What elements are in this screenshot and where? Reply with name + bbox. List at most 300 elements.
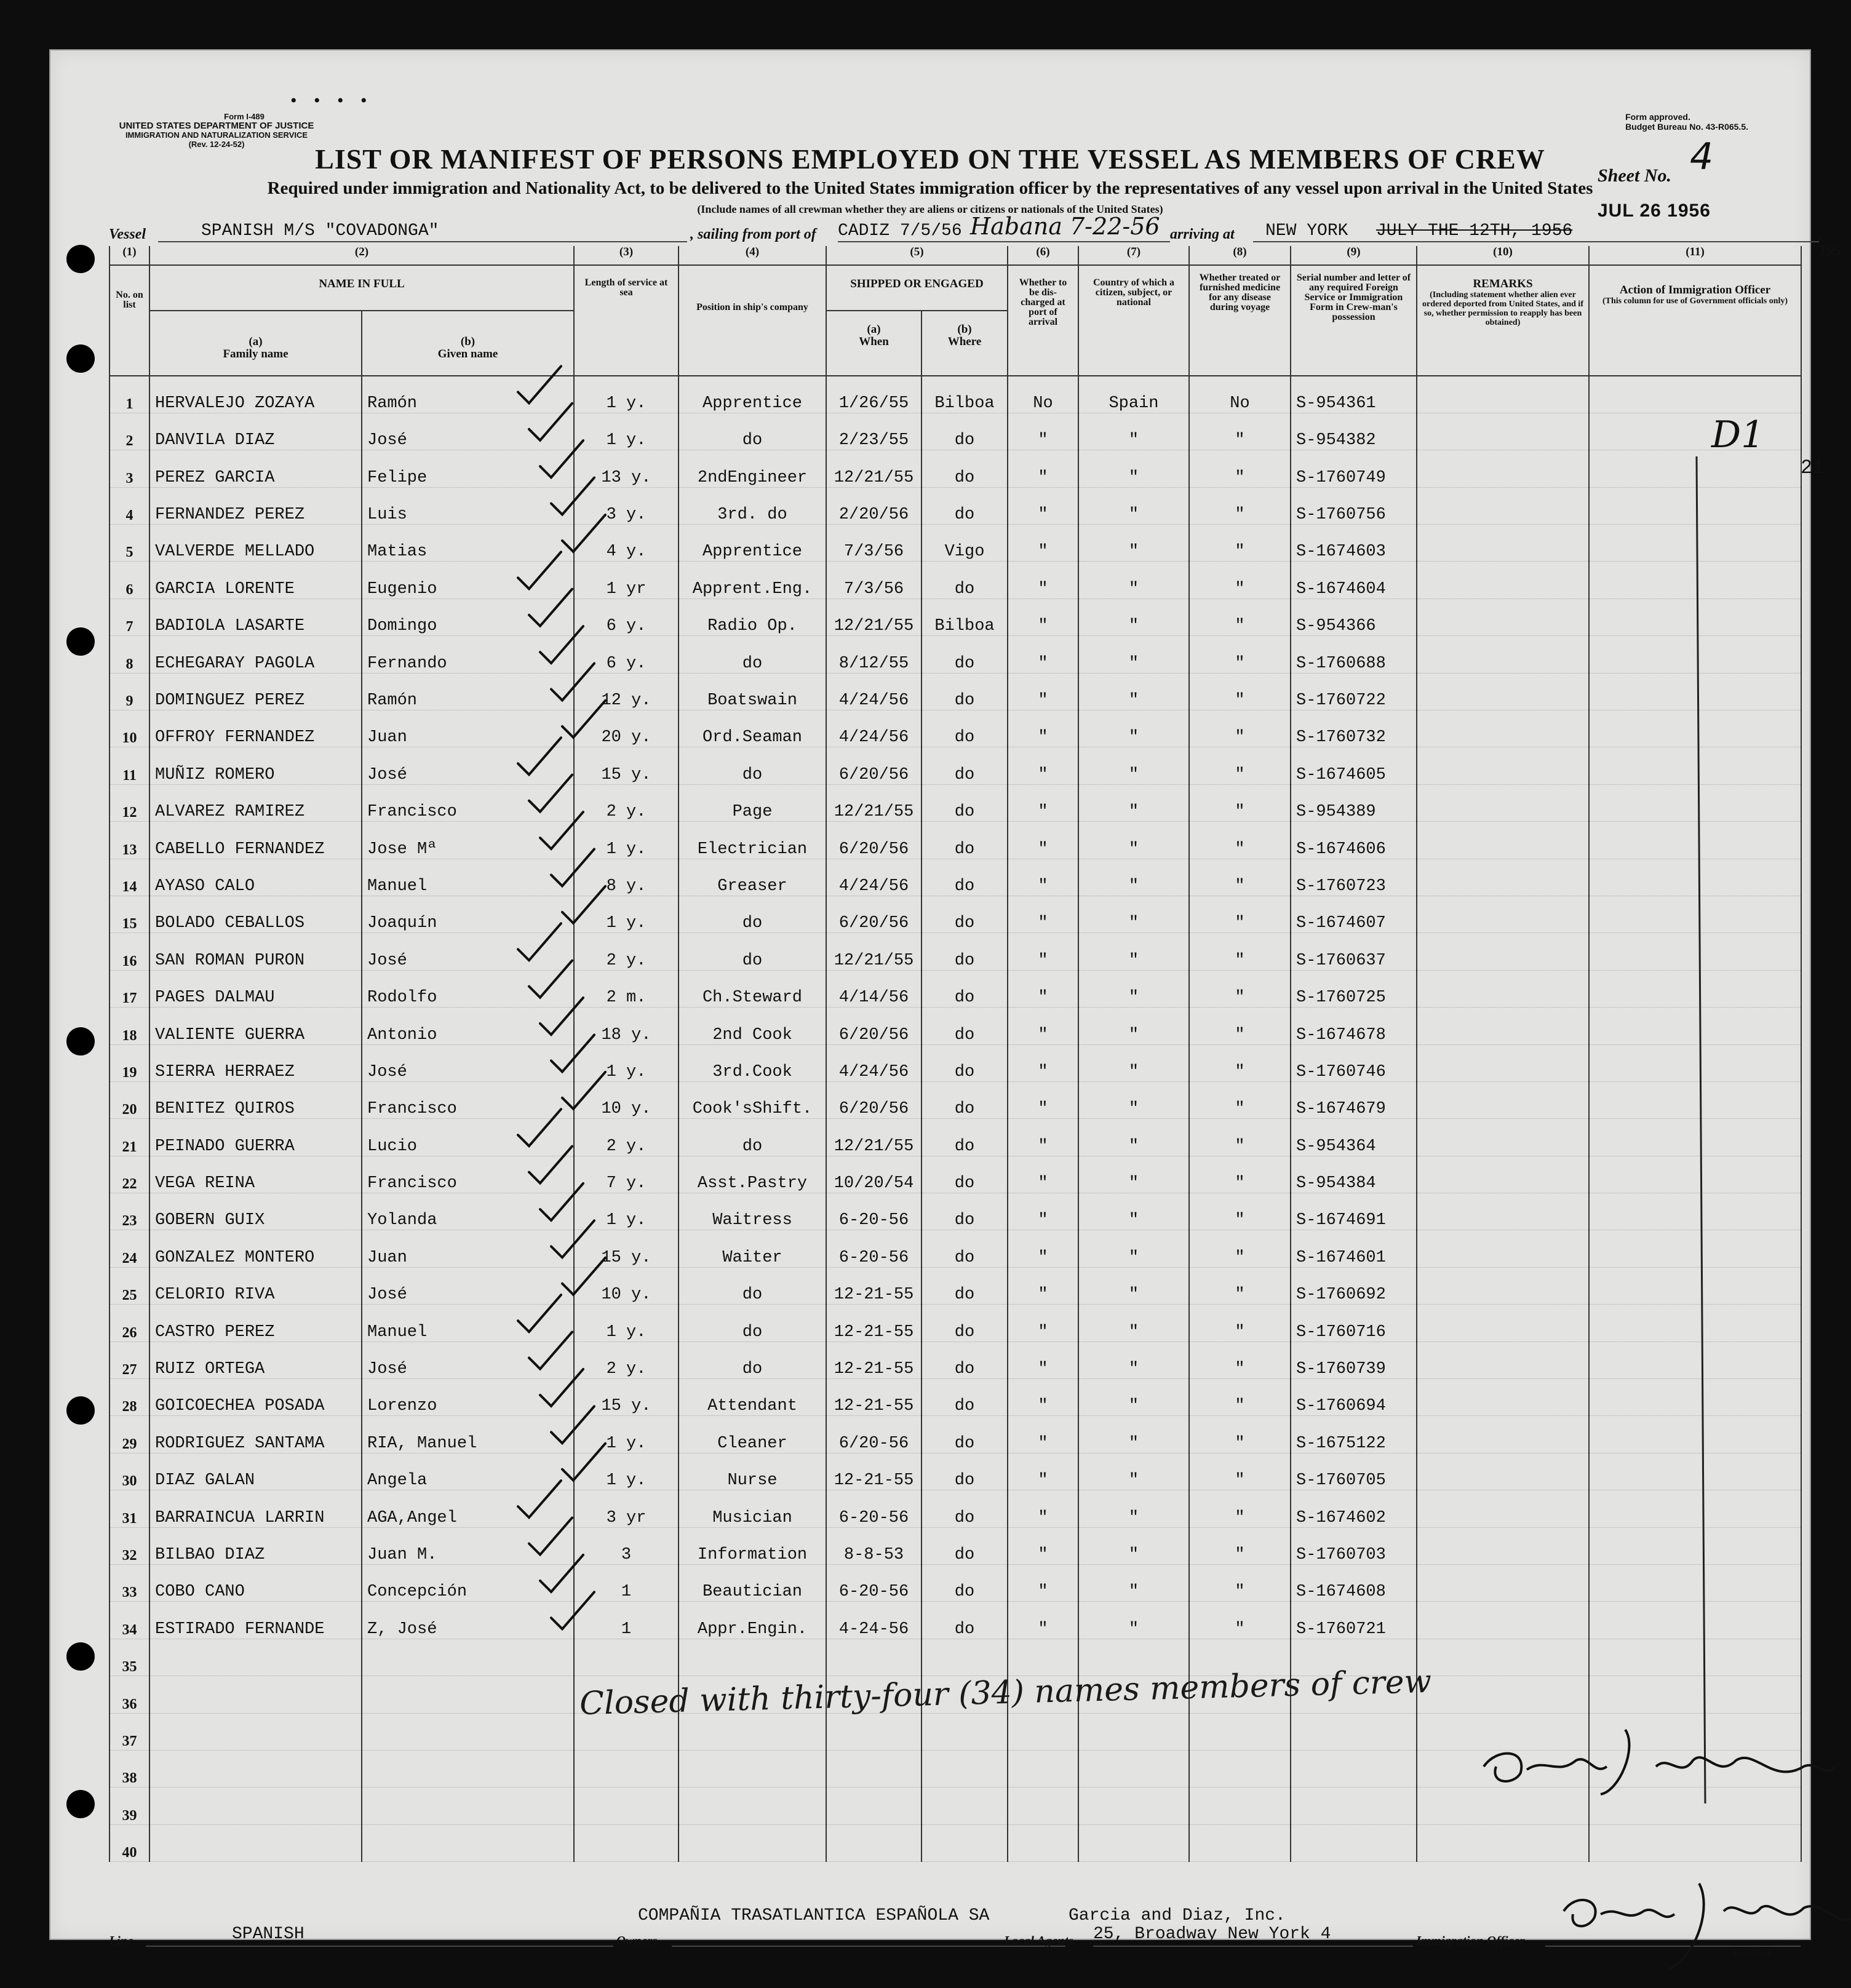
owners-label: Owners xyxy=(616,1933,658,1948)
header-action: Action of Immigration Officer (This column for use of Government officials only) xyxy=(1589,265,1801,376)
manifest-page xyxy=(49,49,1841,1957)
cell-discharged: " xyxy=(1008,1156,1078,1193)
cell-country: " xyxy=(1078,1527,1189,1564)
cell-where: do xyxy=(922,710,1008,747)
cell-when: 6-20-56 xyxy=(826,1490,922,1527)
cell-when: 7/3/56 xyxy=(826,525,922,562)
cell-family: BENITEZ QUIROS xyxy=(149,1081,362,1118)
col-num: (11) xyxy=(1589,246,1801,265)
cell-no: 25 xyxy=(109,1267,149,1304)
col-num: (8) xyxy=(1189,246,1291,265)
line-label: Line xyxy=(109,1933,133,1948)
cell-where: do xyxy=(922,933,1008,970)
vessel-label: Vessel xyxy=(109,226,146,242)
cell-no: 28 xyxy=(109,1379,149,1416)
cell-when: 12/21/55 xyxy=(826,450,922,487)
cell-length: 2 y. xyxy=(574,784,679,821)
cell-given: Juan M. xyxy=(362,1527,574,1564)
cell-family: ALVAREZ RAMIREZ xyxy=(149,784,362,821)
col-num: (3) xyxy=(574,246,679,265)
approved-label: Form approved. xyxy=(1625,112,1690,122)
cell-discharged: " xyxy=(1008,784,1078,821)
cell-position: do xyxy=(679,896,826,932)
cell-discharged: " xyxy=(1008,450,1078,487)
print-code: 16-67839-1 xyxy=(1733,1948,1771,1957)
cell-no: 20 xyxy=(109,1081,149,1118)
cell-position: Waiter xyxy=(679,1230,826,1267)
cell-no: 27 xyxy=(109,1342,149,1378)
check-mark xyxy=(529,589,572,626)
cell-family: BILBAO DIAZ xyxy=(149,1527,362,1564)
col-num: (1) xyxy=(109,246,149,265)
cell-when: 6/20/56 xyxy=(826,896,922,932)
cell-country: " xyxy=(1078,525,1189,562)
cell-serial: S-1674678 xyxy=(1291,1008,1417,1044)
cell-position: Ord.Seaman xyxy=(679,710,826,747)
col-num: (6) xyxy=(1008,246,1078,265)
footer-signature xyxy=(1558,1880,1851,1973)
cell-family: DOMINGUEZ PEREZ xyxy=(149,673,362,710)
check-mark xyxy=(551,849,594,886)
cell-where: do xyxy=(922,1008,1008,1044)
cell-position: Asst.Pastry xyxy=(679,1156,826,1193)
cell-discharged: " xyxy=(1008,1565,1078,1602)
cell-no: 16 xyxy=(109,933,149,970)
cell-length: 3 xyxy=(574,1527,679,1564)
action-column-line xyxy=(1697,456,1705,1803)
col-num: (2) xyxy=(149,246,574,265)
cell-family: CABELLO FERNANDEZ xyxy=(149,822,362,859)
cell-position: do xyxy=(679,933,826,970)
cell-position: Appr.Engin. xyxy=(679,1602,826,1639)
check-mark xyxy=(529,961,572,998)
cell-medicine: No xyxy=(1189,376,1291,413)
cell-discharged: " xyxy=(1008,859,1078,896)
cell-medicine: " xyxy=(1189,673,1291,710)
cell-given: Joaquín xyxy=(362,896,574,932)
header-medicine: Whether treated or furnished medicine for any disease during voyage xyxy=(1189,265,1291,376)
sailing-label: , sailing from port of xyxy=(690,226,816,242)
cell-where: do xyxy=(922,1565,1008,1602)
cell-no: 35 xyxy=(109,1639,149,1676)
cell-country: Spain xyxy=(1078,376,1189,413)
cell-serial: S-1760756 xyxy=(1291,487,1417,524)
cell-medicine: " xyxy=(1189,487,1291,524)
cell-given: Ramón xyxy=(362,376,574,413)
cell-medicine: " xyxy=(1189,1490,1291,1527)
check-mark xyxy=(518,738,561,774)
form-number: Form I-489 xyxy=(224,112,265,121)
cell-no: 1 xyxy=(109,376,149,413)
cell-family: GONZALEZ MONTERO xyxy=(149,1230,362,1267)
cell-family: VEGA REINA xyxy=(149,1156,362,1193)
cell-length: 15 y. xyxy=(574,1230,679,1267)
header-family-name: (a) Family name xyxy=(149,311,362,376)
cell-serial: S-1674603 xyxy=(1291,525,1417,562)
cell-discharged: " xyxy=(1008,747,1078,784)
cell-no: 32 xyxy=(109,1527,149,1564)
cell-discharged: " xyxy=(1008,636,1078,673)
cell-medicine: " xyxy=(1189,1081,1291,1118)
cell-country: " xyxy=(1078,1305,1189,1342)
cell-discharged: " xyxy=(1008,1230,1078,1267)
cell-given: José xyxy=(362,413,574,450)
cell-medicine: " xyxy=(1189,1527,1291,1564)
check-mark xyxy=(562,701,605,738)
cell-family: PEREZ GARCIA xyxy=(149,450,362,487)
cell-country: " xyxy=(1078,1602,1189,1639)
cell-position: 2ndEngineer xyxy=(679,450,826,487)
cell-serial: S-1674604 xyxy=(1291,562,1417,598)
cell-length: 8 y. xyxy=(574,859,679,896)
cell-no: 14 xyxy=(109,859,149,896)
cell-discharged: " xyxy=(1008,1342,1078,1378)
cell-discharged: " xyxy=(1008,487,1078,524)
cell-discharged: " xyxy=(1008,1416,1078,1453)
cell-position: Greaser xyxy=(679,859,826,896)
cell-given: Matias xyxy=(362,525,574,562)
cell-length: 7 y. xyxy=(574,1156,679,1193)
cell-position: 3rd. do xyxy=(679,487,826,524)
cell-no: 36 xyxy=(109,1676,149,1713)
cell-where: do xyxy=(922,1379,1008,1416)
cell-family: SAN ROMAN PURON xyxy=(149,933,362,970)
cell-medicine: " xyxy=(1189,1044,1291,1081)
cell-no: 30 xyxy=(109,1453,149,1490)
agents-address: 25, Broadway New York 4 xyxy=(1093,1925,1331,1944)
cell-length: 1 yr xyxy=(574,562,679,598)
cell-where: do xyxy=(922,1044,1008,1081)
cell-given: José xyxy=(362,933,574,970)
cell-given: Ramón xyxy=(362,673,574,710)
cell-country: " xyxy=(1078,1081,1189,1118)
cell-where: do xyxy=(922,1230,1008,1267)
cell-country: " xyxy=(1078,784,1189,821)
cell-medicine: " xyxy=(1189,525,1291,562)
cell-discharged: " xyxy=(1008,1044,1078,1081)
cell-given: Francisco xyxy=(362,784,574,821)
cell-medicine: " xyxy=(1189,413,1291,450)
header-where: (b) Where xyxy=(922,311,1008,376)
cell-serial: S-954389 xyxy=(1291,784,1417,821)
cell-when: 4/24/56 xyxy=(826,710,922,747)
cell-position: Boatswain xyxy=(679,673,826,710)
cell-country: " xyxy=(1078,970,1189,1007)
check-mark xyxy=(551,664,594,701)
cell-discharged: " xyxy=(1008,1305,1078,1342)
cell-serial: S-1760746 xyxy=(1291,1044,1417,1081)
cell-family: VALVERDE MELLADO xyxy=(149,525,362,562)
check-mark xyxy=(551,1592,594,1629)
cell-when: 12-21-55 xyxy=(826,1342,922,1378)
cell-country: " xyxy=(1078,710,1189,747)
arrival-date-struck: JULY THE 12TH, 1956 xyxy=(1376,221,1573,241)
cell-given: Luis xyxy=(362,487,574,524)
cell-given: Antonio xyxy=(362,1008,574,1044)
cell-where: do xyxy=(922,1156,1008,1193)
cell-no: 15 xyxy=(109,896,149,932)
cell-no: 24 xyxy=(109,1230,149,1267)
header-shipped: SHIPPED OR ENGAGED xyxy=(826,265,1008,311)
cell-given: Domingo xyxy=(362,598,574,635)
cell-when: 4/24/56 xyxy=(826,859,922,896)
sailing-port: CADIZ 7/5/56 xyxy=(838,221,962,241)
cell-when: 8-8-53 xyxy=(826,1527,922,1564)
cell-position: Apprent.Eng. xyxy=(679,562,826,598)
cell-when: 12-21-55 xyxy=(826,1305,922,1342)
cell-no: 13 xyxy=(109,822,149,859)
cell-position: Page xyxy=(679,784,826,821)
cell-country: " xyxy=(1078,1193,1189,1230)
cell-no: 22 xyxy=(109,1156,149,1193)
closing-statement: Closed with thirty-four (34) names members of crew xyxy=(579,1663,1432,1723)
cell-serial: S-1674691 xyxy=(1291,1193,1417,1230)
cell-family: GOICOECHEA POSADA xyxy=(149,1379,362,1416)
cell-given: Francisco xyxy=(362,1156,574,1193)
cell-length: 2 y. xyxy=(574,1342,679,1378)
cell-when: 12-21-55 xyxy=(826,1453,922,1490)
cell-position: 3rd.Cook xyxy=(679,1044,826,1081)
cell-discharged: " xyxy=(1008,525,1078,562)
cell-when: 6/20/56 xyxy=(826,747,922,784)
line-value: SPANISH xyxy=(232,1925,305,1944)
cell-where: do xyxy=(922,1453,1008,1490)
cell-when: 4/24/56 xyxy=(826,673,922,710)
cell-where: do xyxy=(922,896,1008,932)
cell-given: Z, José xyxy=(362,1602,574,1639)
cell-discharged: " xyxy=(1008,673,1078,710)
cell-family: DIAZ GALAN xyxy=(149,1453,362,1490)
cell-where: do xyxy=(922,1527,1008,1564)
cell-when: 12/21/55 xyxy=(826,933,922,970)
cell-when: 12-21-55 xyxy=(826,1267,922,1304)
cell-serial: S-1760688 xyxy=(1291,636,1417,673)
check-mark xyxy=(518,552,561,589)
arriving-port: NEW YORK xyxy=(1265,221,1348,241)
cell-length: 2 y. xyxy=(574,933,679,970)
header-name-in-full: NAME IN FULL xyxy=(149,265,574,311)
cell-country: " xyxy=(1078,1267,1189,1304)
cell-where: do xyxy=(922,487,1008,524)
cell-country: " xyxy=(1078,487,1189,524)
cell-discharged: " xyxy=(1008,562,1078,598)
cell-position: Apprentice xyxy=(679,525,826,562)
cell-position: Beautician xyxy=(679,1565,826,1602)
cell-where: do xyxy=(922,1305,1008,1342)
agents-label: Local Agents xyxy=(1004,1933,1073,1948)
cell-given: Yolanda xyxy=(362,1193,574,1230)
cell-where: Bilboa xyxy=(922,376,1008,413)
cell-length: 3 y. xyxy=(574,487,679,524)
cell-length: 2 m. xyxy=(574,970,679,1007)
cell-serial: S-1760725 xyxy=(1291,970,1417,1007)
cell-no: 40 xyxy=(109,1824,149,1861)
cell-position: Apprentice xyxy=(679,376,826,413)
cell-medicine: " xyxy=(1189,710,1291,747)
check-mark xyxy=(540,1183,583,1220)
check-mark xyxy=(540,1369,583,1406)
cell-country: " xyxy=(1078,1416,1189,1453)
cell-medicine: " xyxy=(1189,859,1291,896)
cell-length: 6 y. xyxy=(574,598,679,635)
cell-discharged: " xyxy=(1008,710,1078,747)
cell-medicine: " xyxy=(1189,1305,1291,1342)
cell-position: do xyxy=(679,413,826,450)
cell-given: José xyxy=(362,1044,574,1081)
cell-when: 1/26/55 xyxy=(826,376,922,413)
cell-serial: S-1674601 xyxy=(1291,1230,1417,1267)
cell-where: do xyxy=(922,970,1008,1007)
cell-where: do xyxy=(922,562,1008,598)
cell-country: " xyxy=(1078,1008,1189,1044)
cell-family: RODRIGUEZ SANTAMA xyxy=(149,1416,362,1453)
cell-given: AGA,Angel xyxy=(362,1490,574,1527)
year-label: , 195 xyxy=(1819,226,1841,259)
cell-serial: S-1674607 xyxy=(1291,896,1417,932)
cell-given: Manuel xyxy=(362,1305,574,1342)
cell-no: 6 xyxy=(109,562,149,598)
cell-serial: S-954382 xyxy=(1291,413,1417,450)
check-mark xyxy=(551,1406,594,1443)
cell-family: CASTRO PEREZ xyxy=(149,1305,362,1342)
cell-no: 34 xyxy=(109,1602,149,1639)
officer-label: Immigration Officer xyxy=(1416,1933,1525,1948)
cell-family: ECHEGARAY PAGOLA xyxy=(149,636,362,673)
cell-discharged: " xyxy=(1008,933,1078,970)
cell-medicine: " xyxy=(1189,1453,1291,1490)
cell-discharged: " xyxy=(1008,1453,1078,1490)
cell-length: 1 y. xyxy=(574,1416,679,1453)
cell-length: 1 xyxy=(574,1565,679,1602)
cell-serial: S-1674602 xyxy=(1291,1490,1417,1527)
cell-country: " xyxy=(1078,822,1189,859)
header-remarks: REMARKS (Including statement whether alien ever ordered deported from United States, and if so, whether permission to reapply has been obtained) xyxy=(1417,265,1589,376)
footer xyxy=(109,1906,1801,1957)
action-mark: D1 xyxy=(1711,413,1765,456)
owners-value: COMPAÑIA TRASATLANTICA ESPAÑOLA SA xyxy=(638,1906,990,1925)
cell-discharged: " xyxy=(1008,1008,1078,1044)
cell-position: Information xyxy=(679,1527,826,1564)
cell-no: 38 xyxy=(109,1750,149,1787)
cell-length: 2 y. xyxy=(574,1119,679,1156)
cell-no: 2 xyxy=(109,413,149,450)
cell-when: 6/20/56 xyxy=(826,822,922,859)
cell-family: PAGES DALMAU xyxy=(149,970,362,1007)
cell-where: do xyxy=(922,1416,1008,1453)
cell-when: 6/20-56 xyxy=(826,1416,922,1453)
cell-family: BADIOLA LASARTE xyxy=(149,598,362,635)
cell-no: 37 xyxy=(109,1713,149,1750)
cell-when: 12/21/55 xyxy=(826,784,922,821)
cell-family: RUIZ ORTEGA xyxy=(149,1342,362,1378)
cell-serial: S-1760694 xyxy=(1291,1379,1417,1416)
cell-medicine: " xyxy=(1189,1379,1291,1416)
check-mark xyxy=(562,515,605,552)
cell-serial: S-954364 xyxy=(1291,1119,1417,1156)
cell-country: " xyxy=(1078,896,1189,932)
cell-length: 12 y. xyxy=(574,673,679,710)
cell-no: 31 xyxy=(109,1490,149,1527)
check-mark xyxy=(518,1481,561,1517)
cell-when: 4-24-56 xyxy=(826,1602,922,1639)
cell-discharged: " xyxy=(1008,822,1078,859)
cell-where: do xyxy=(922,1081,1008,1118)
cell-where: Vigo xyxy=(922,525,1008,562)
cell-where: do xyxy=(922,1602,1008,1639)
cell-no: 33 xyxy=(109,1565,149,1602)
cell-discharged: " xyxy=(1008,1490,1078,1527)
cell-when: 4/24/56 xyxy=(826,1044,922,1081)
cell-no: 4 xyxy=(109,487,149,524)
cell-medicine: " xyxy=(1189,1565,1291,1602)
cell-discharged: " xyxy=(1008,1267,1078,1304)
cell-given: Lucio xyxy=(362,1119,574,1156)
cell-no: 29 xyxy=(109,1416,149,1453)
cell-country: " xyxy=(1078,933,1189,970)
cell-country: " xyxy=(1078,1044,1189,1081)
cell-no: 3 xyxy=(109,450,149,487)
cell-family: BARRAINCUA LARRIN xyxy=(149,1490,362,1527)
cell-country: " xyxy=(1078,1453,1189,1490)
cell-no: 17 xyxy=(109,970,149,1007)
cell-given: José xyxy=(362,1267,574,1304)
cell-length: 15 y. xyxy=(574,747,679,784)
cell-discharged: " xyxy=(1008,598,1078,635)
cell-where: do xyxy=(922,859,1008,896)
cell-serial: S-1674606 xyxy=(1291,822,1417,859)
cell-family: GARCIA LORENTE xyxy=(149,562,362,598)
cell-where: do xyxy=(922,636,1008,673)
cell-length: 10 y. xyxy=(574,1081,679,1118)
cell-country: " xyxy=(1078,1490,1189,1527)
cell-medicine: " xyxy=(1189,1008,1291,1044)
cell-medicine: " xyxy=(1189,747,1291,784)
cell-where: do xyxy=(922,450,1008,487)
cell-where: do xyxy=(922,413,1008,450)
cell-position: do xyxy=(679,1267,826,1304)
cell-given: Francisco xyxy=(362,1081,574,1118)
cell-when: 12/21/55 xyxy=(826,1119,922,1156)
col-num: (10) xyxy=(1417,246,1589,265)
cell-where: do xyxy=(922,673,1008,710)
sheet-label: Sheet No. xyxy=(1598,165,1671,186)
cell-position: do xyxy=(679,1342,826,1378)
cell-length: 4 y. xyxy=(574,525,679,562)
department: UNITED STATES DEPARTMENT OF JUSTICE xyxy=(119,121,314,131)
cell-when: 6-20-56 xyxy=(826,1230,922,1267)
cell-country: " xyxy=(1078,413,1189,450)
check-mark xyxy=(540,440,583,477)
cell-length: 18 y. xyxy=(574,1008,679,1044)
service: IMMIGRATION AND NATURALIZATION SERVICE xyxy=(125,130,308,140)
header-given-name: (b) Given name xyxy=(362,311,574,376)
cell-no: 23 xyxy=(109,1193,149,1230)
cell-position: Waitress xyxy=(679,1193,826,1230)
col-num: (4) xyxy=(679,246,826,265)
check-marks xyxy=(50,50,1810,1939)
cell-given: Juan xyxy=(362,1230,574,1267)
col-num: (7) xyxy=(1078,246,1189,265)
cell-medicine: " xyxy=(1189,1416,1291,1453)
check-mark xyxy=(518,366,561,403)
check-mark xyxy=(551,1220,594,1257)
decorative-dots: • • • • xyxy=(290,90,373,111)
cell-medicine: " xyxy=(1189,1267,1291,1304)
header-when: (a) When xyxy=(826,311,922,376)
cell-length: 6 y. xyxy=(574,636,679,673)
cell-serial: S-954384 xyxy=(1291,1156,1417,1193)
check-mark xyxy=(540,1555,583,1592)
